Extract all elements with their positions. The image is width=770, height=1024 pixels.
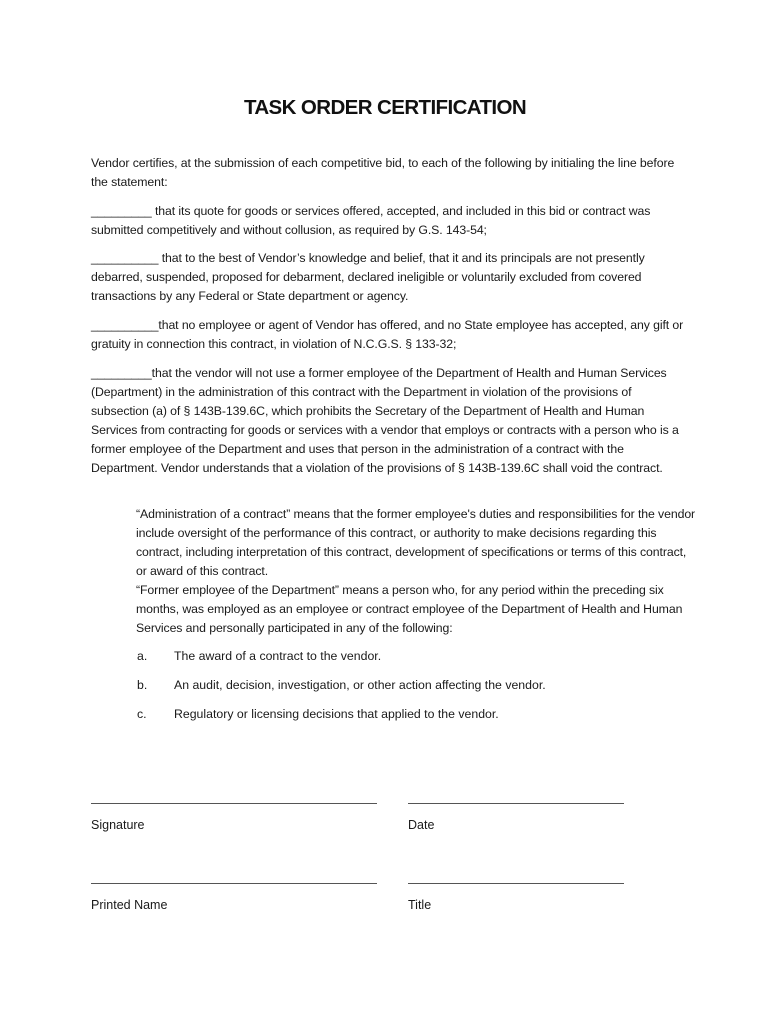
document-title: TASK ORDER CERTIFICATION	[243, 96, 527, 119]
title-line[interactable]	[408, 883, 624, 884]
statement-debarment: __________ that to the best of Vendor’s knowledge and belief, that it and its principals are not presently debarred, suspended, proposed for debarment, declared ineligible or voluntarily excluded from covered transactions by any Federal or State department or agency.	[91, 251, 645, 303]
list-marker: c.	[137, 707, 147, 721]
printed-name-label: Printed Name	[91, 898, 168, 912]
printed-name-line[interactable]	[91, 883, 377, 884]
signature-label: Signature	[91, 818, 145, 832]
list-text: An audit, decision, investigation, or other action affecting the vendor.	[174, 678, 546, 692]
definition-administration: “Administration of a contract” means that the former employee's duties and responsibilities for the vendor include oversight of the performance of this contract, or authority to make decisions regarding this contract, including interpretation of this contract, development of specifications or terms of this contract, or award of this contract.	[136, 507, 696, 578]
list-marker: b.	[137, 678, 148, 692]
signature-line[interactable]	[91, 803, 377, 804]
date-label: Date	[408, 818, 435, 832]
list-marker: a.	[137, 649, 148, 663]
list-text: Regulatory or licensing decisions that applied to the vendor.	[174, 707, 499, 721]
intro-paragraph: Vendor certifies, at the submission of each competitive bid, to each of the following by initialing the line before the statement:	[91, 156, 675, 189]
definition-former-employee: “Former employee of the Department” means a person who, for any period within the preceding six months, was employed as an employee or contract employee of the Department of Health and Human Services and personally participated in any of the following:	[136, 583, 683, 635]
title-label: Title	[408, 898, 432, 912]
statement-gratuity: __________that no employee or agent of Vendor has offered, and no State employee has accepted, any gift or gratuity in connection this contract, in violation of N.C.G.S. § 133-32;	[91, 318, 684, 351]
date-line[interactable]	[408, 803, 624, 804]
statement-former-employee: _________that the vendor will not use a former employee of the Department of Health and Human Services (Department) in the administration of this contract with the Department in violation of the provisions of subsection (a) of § 143B-139.6C, which prohibits the Secretary of the Department of Health and Human Services from contracting for goods or services with a vendor that employs or contracts with a person who is a former employee of the Department and uses that person in the administration of a contract with the Department. Vendor understands that a violation of the provisions of § 143B-139.6C shall void the contract.	[91, 366, 679, 475]
list-text: The award of a contract to the vendor.	[174, 649, 382, 663]
statement-collusion: _________ that its quote for goods or services offered, accepted, and included in this bid or contract was submitted competitively and without collusion, as required by G.S. 143-54;	[91, 204, 651, 237]
